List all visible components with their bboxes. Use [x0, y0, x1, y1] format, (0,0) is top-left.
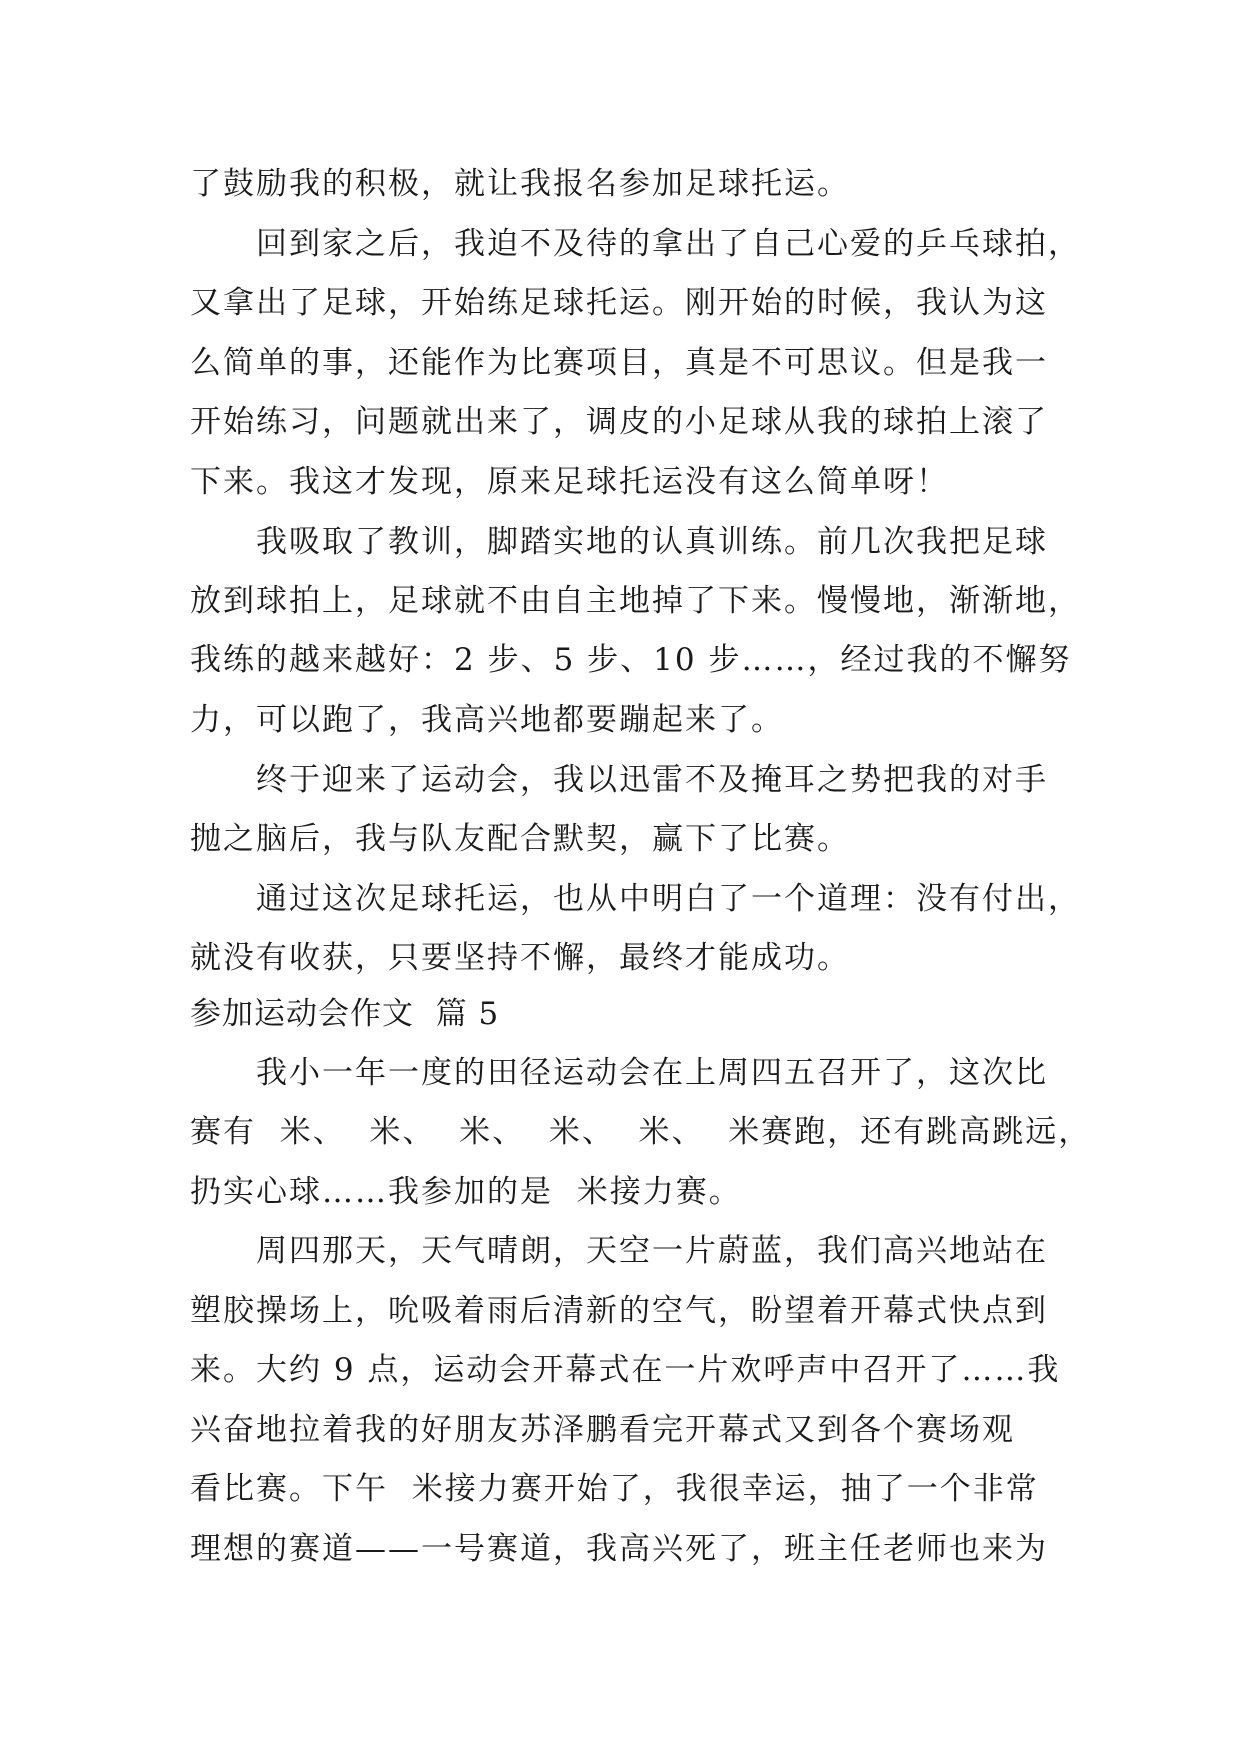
text-line: 我小一年一度的田径运动会在上周四五召开了，这次比: [190, 1055, 1048, 1091]
text-line: 扔实心球……我参加的是 米接力赛。: [190, 1174, 742, 1210]
section-heading: 参加运动会作文 篇 5: [190, 996, 500, 1032]
text-line: 我练的越来越好：2 步、5 步、10 步……，经过我的不懈努: [190, 642, 1072, 678]
text-line: 看比赛。下午 米接力赛开始了，我很幸运，抽了一个非常: [190, 1471, 1039, 1507]
text-line: 理想的赛道——一号赛道，我高兴死了，班主任老师也来为: [190, 1531, 1048, 1567]
text-line: 终于迎来了运动会，我以迅雷不及掩耳之势把我的对手: [190, 762, 1048, 798]
text-line: 么简单的事，还能作为比赛项目，真是不可思议。但是我一: [190, 345, 1048, 381]
text-line: 放到球拍上，足球就不由自主地掉了下来。慢慢地，渐渐地，: [190, 583, 1081, 619]
text-line: 赛有 米、 米、 米、 米、 米、 米赛跑，还有跳高跳远，: [190, 1114, 1092, 1150]
text-line: 抛之脑后，我与队友配合默契，赢下了比赛。: [190, 821, 850, 857]
text-line: 力，可以跑了，我高兴地都要蹦起来了。: [190, 702, 784, 738]
text-line: 通过这次足球托运，也从中明白了一个道理：没有付出，: [190, 881, 1081, 917]
text-line: 就没有收获，只要坚持不懈，最终才能成功。: [190, 940, 850, 976]
text-line: 开始练习，问题就出来了，调皮的小足球从我的球拍上滚了: [190, 404, 1048, 440]
text-line: 下来。我这才发现，原来足球托运没有这么简单呀！: [190, 464, 949, 500]
text-line: 兴奋地拉着我的好朋友苏泽鹏看完开幕式又到各个赛场观: [190, 1412, 1015, 1448]
text-line: 我吸取了教训，脚踏实地的认真训练。前几次我把足球: [190, 524, 1048, 560]
text-line: 来。大约 9 点，运动会开幕式在一片欢呼声中召开了……我: [190, 1352, 1061, 1388]
text-line: 塑胶操场上，吮吸着雨后清新的空气，盼望着开幕式快点到: [190, 1293, 1048, 1329]
text-line: 周四那天，天气晴朗，天空一片蔚蓝，我们高兴地站在: [190, 1233, 1048, 1269]
text-line: 回到家之后，我迫不及待的拿出了自己心爱的乒乓球拍，: [190, 226, 1081, 262]
text-line: 又拿出了足球，开始练足球托运。刚开始的时候，我认为这: [190, 285, 1048, 321]
text-line: 了鼓励我的积极，就让我报名参加足球托运。: [190, 166, 850, 202]
